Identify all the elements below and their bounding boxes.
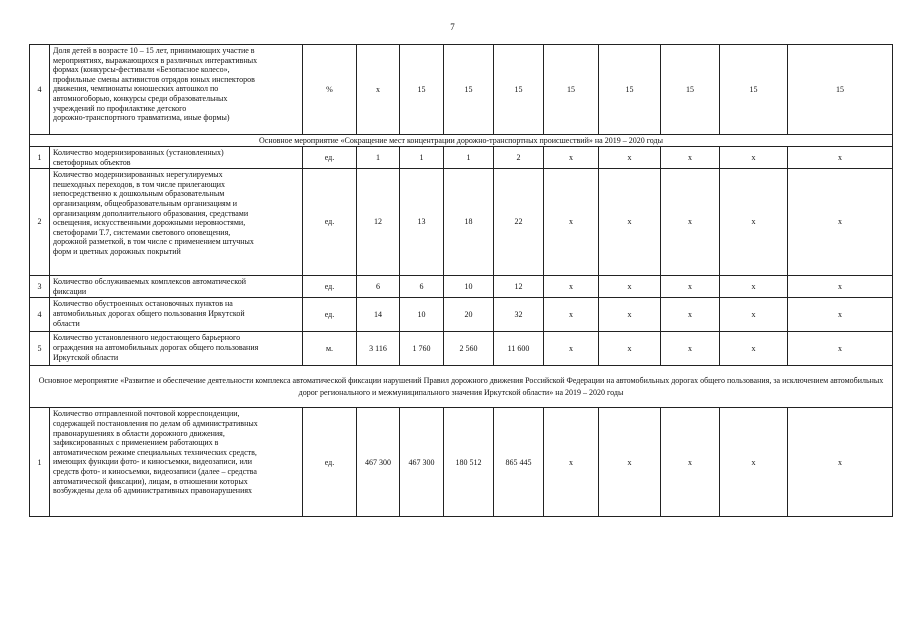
value-cell: 1 760 (400, 332, 444, 366)
value-cell: x (544, 298, 599, 332)
value-cell: x (788, 332, 893, 366)
value-cell: x (720, 147, 788, 169)
value-cell: x (544, 408, 599, 517)
value-cell: 15 (788, 45, 893, 135)
value-cell: 11 600 (494, 332, 544, 366)
value-cell: 15 (400, 45, 444, 135)
value-cell: x (720, 276, 788, 298)
value-cell: x (720, 332, 788, 366)
page-number: 7 (450, 22, 455, 32)
value-cell: 15 (544, 45, 599, 135)
table-row (30, 147, 893, 169)
value-cell: 865 445 (494, 408, 544, 517)
value-cell: 20 (444, 298, 494, 332)
unit-cell: ед. (303, 147, 357, 169)
section-title: Основное мероприятие «Развитие и обеспечение деятельности комплекса автоматической фиксации нарушений Правил дорожного движения Российской Федерации на автомобильных дорогах общего пользования, за исключением автомобильных дорог регионального и межмуниципального значения Иркутской области» на 2019 – 2020 годы (30, 366, 893, 408)
value-cell: 1 (400, 147, 444, 169)
value-cell: 15 (494, 45, 544, 135)
table-row (30, 276, 893, 298)
value-cell: x (544, 276, 599, 298)
value-cell: 14 (357, 298, 400, 332)
value-cell: x (544, 332, 599, 366)
indicator-description: Доля детей в возрасте 10 – 15 лет, принимающих участие в мероприятиях, выражающихся в различных интерактивных формах (конкурсы-фестивали «Безопасное колесо», профильные смены активистов отрядов юных инспекторов движения, чемпионаты юношеских автошкол по автомногоборью, конкурсы среди образовательных учреждений по профилактике детского дорожно-транспортного травматизма, иные формы) (50, 45, 303, 135)
value-cell: x (661, 408, 720, 517)
value-cell: 2 560 (444, 332, 494, 366)
indicator-description: Количество установленного недостающего барьерного ограждения на автомобильных дорогах общего пользования Иркутской области (50, 332, 303, 366)
indicators-table (29, 44, 893, 517)
value-cell: x (788, 276, 893, 298)
value-cell: x (599, 332, 661, 366)
table-row (30, 298, 893, 332)
value-cell: x (544, 147, 599, 169)
table-row (30, 45, 893, 135)
unit-cell: ед. (303, 298, 357, 332)
row-number: 2 (30, 169, 50, 276)
value-cell: 2 (494, 147, 544, 169)
indicator-description: Количество модернизированных нерегулируемых пешеходных переходов, в том числе прилегающих непосредственно к дошкольным образовательным организациям, общеобразовательным организациям и организациям дополнительного образования, средствами освещения, искусственными дорожными неровностями, светофорами Т.7, системами светового оповещения, дорожной разметкой, в том числе с применением штучных форм и цветных дорожных покрытий (50, 169, 303, 276)
value-cell: 12 (494, 276, 544, 298)
section-header-row (30, 366, 893, 408)
value-cell: 3 116 (357, 332, 400, 366)
value-cell: x (599, 298, 661, 332)
table-row (30, 408, 893, 517)
value-cell: 32 (494, 298, 544, 332)
value-cell: x (788, 298, 893, 332)
value-cell: x (599, 147, 661, 169)
row-number: 4 (30, 298, 50, 332)
row-number: 3 (30, 276, 50, 298)
value-cell: 18 (444, 169, 494, 276)
value-cell: x (720, 298, 788, 332)
indicator-description: Количество отправленной почтовой корреспонденции, содержащей постановления по делам об административных правонарушениях в области дорожного движения, зафиксированных с применением работающих в автоматическом режиме специальных технических средств, имеющих функции фото- и киносъемки, видеозаписи, или средств фото- и киносъемки, видеозаписи (далее – средства автоматической фиксации), лицам, в отношении которых возбуждены дела об административных правонарушениях (50, 408, 303, 517)
value-cell: 15 (444, 45, 494, 135)
indicator-description: Количество обслуживаемых комплексов автоматической фиксации (50, 276, 303, 298)
value-cell: x (661, 147, 720, 169)
value-cell: 180 512 (444, 408, 494, 517)
value-cell: 10 (444, 276, 494, 298)
value-cell: x (788, 169, 893, 276)
unit-cell: % (303, 45, 357, 135)
indicator-description: Количество модернизированных (установленных) светофорных объектов (50, 147, 303, 169)
row-number: 1 (30, 147, 50, 169)
section-title: Основное мероприятие «Сокращение мест концентрации дорожно-транспортных происшествий» на 2019 – 2020 годы (30, 135, 893, 147)
value-cell: x (661, 332, 720, 366)
unit-cell: ед. (303, 276, 357, 298)
indicator-description: Количество обустроенных остановочных пунктов на автомобильных дорогах общего пользования Иркутской области (50, 298, 303, 332)
unit-cell: ед. (303, 408, 357, 517)
unit-cell: м. (303, 332, 357, 366)
value-cell: 12 (357, 169, 400, 276)
value-cell: x (788, 408, 893, 517)
row-number: 4 (30, 45, 50, 135)
value-cell: x (661, 169, 720, 276)
row-number: 5 (30, 332, 50, 366)
value-cell: 15 (661, 45, 720, 135)
value-cell: x (661, 298, 720, 332)
value-cell: 22 (494, 169, 544, 276)
row-number: 1 (30, 408, 50, 517)
value-cell: x (661, 276, 720, 298)
value-cell: 1 (444, 147, 494, 169)
value-cell: x (599, 276, 661, 298)
value-cell: 13 (400, 169, 444, 276)
value-cell: 467 300 (400, 408, 444, 517)
value-cell: x (544, 169, 599, 276)
section-header-row (30, 135, 893, 147)
value-cell: x (720, 408, 788, 517)
unit-cell: ед. (303, 169, 357, 276)
value-cell: x (720, 169, 788, 276)
value-cell: 1 (357, 147, 400, 169)
table-row (30, 332, 893, 366)
value-cell: 10 (400, 298, 444, 332)
value-cell: x (599, 408, 661, 517)
value-cell: x (357, 45, 400, 135)
table-row (30, 169, 893, 276)
value-cell: 15 (720, 45, 788, 135)
value-cell: 6 (400, 276, 444, 298)
value-cell: x (599, 169, 661, 276)
value-cell: x (788, 147, 893, 169)
value-cell: 6 (357, 276, 400, 298)
value-cell: 467 300 (357, 408, 400, 517)
value-cell: 15 (599, 45, 661, 135)
